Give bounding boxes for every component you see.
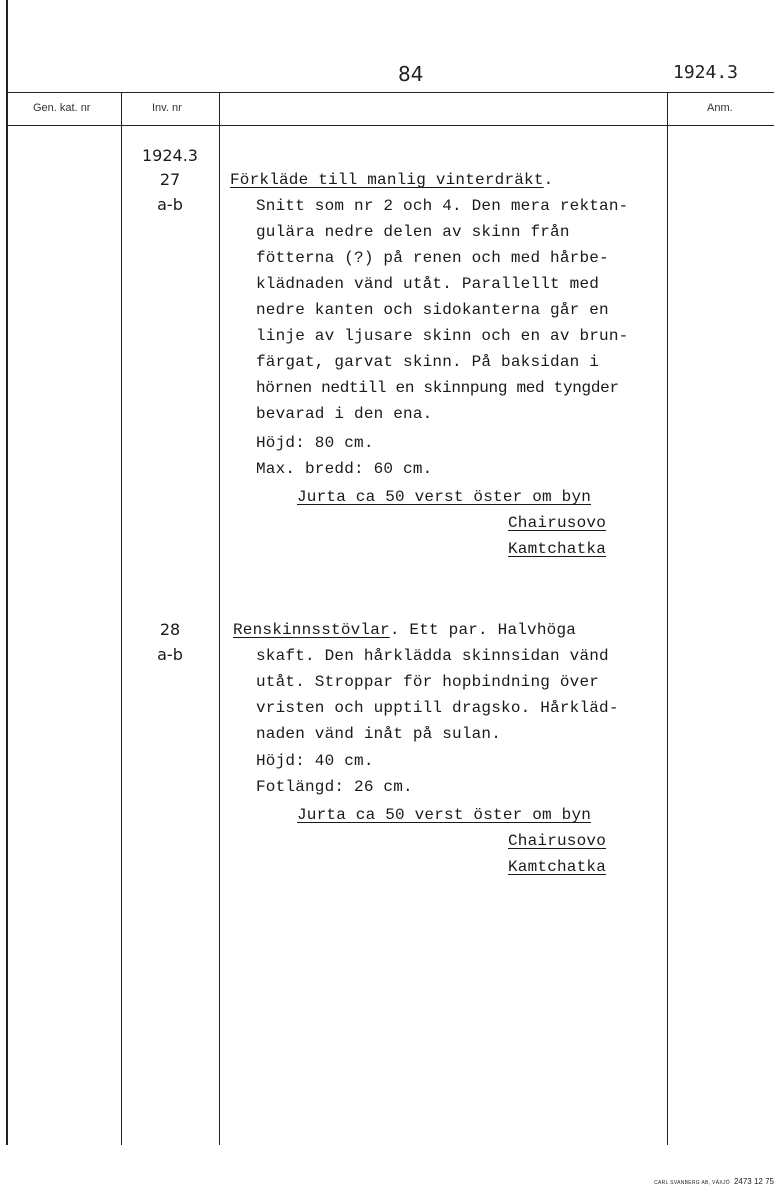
entry-27-line: Max. bredd: 60 cm.: [256, 460, 433, 478]
entry-28-location-village: Chairusovo: [508, 832, 607, 850]
entry-28-location-region: Kamtchatka: [508, 858, 607, 876]
entry-28-title: Renskinnsstövlar: [233, 621, 390, 639]
entry-28-line: utåt. Stroppar för hopbindning över: [256, 673, 600, 691]
entry-27-location-village: Chairusovo: [508, 514, 607, 532]
col-divider-gen-inv: [121, 93, 122, 1145]
col-divider-inv-desc: [219, 93, 220, 1145]
entry-28-line: skaft. Den hårklädda skinnsidan vänd: [256, 647, 609, 665]
entry-28-title-line: [233, 617, 576, 643]
entry-27-line: färgat, garvat skinn. På baksidan i: [256, 353, 600, 371]
entry-28-line: Höjd: 40 cm.: [256, 752, 374, 770]
entry-27-line: nedre kanten och sidokanterna går en: [256, 301, 609, 319]
entry-27-line: Snitt som nr 2 och 4. Den mera rektan-: [256, 197, 629, 215]
entry-28-number: 28: [159, 620, 181, 639]
entry-28-line: naden vänd inåt på sulan.: [256, 725, 502, 743]
entry-27-year: 1924.3: [142, 146, 198, 165]
entry-27-line: gulära nedre delen av skinn från: [256, 223, 570, 241]
entry-27-location-camp: Jurta ca 50 verst öster om byn: [297, 488, 592, 506]
column-header-anm: Anm.: [707, 102, 733, 114]
entry-27-line: hörnen nedtill en skinnpung med tyngder: [256, 379, 619, 397]
entry-27-line: fötterna (?) på renen och med hårbe-: [256, 249, 609, 267]
page-number: 84: [398, 62, 424, 86]
printer-footer: [654, 1177, 774, 1186]
entry-27-line: linje av ljusare skinn och en av brun-: [256, 327, 629, 345]
entry-28-line: Fotlängd: 26 cm.: [256, 778, 413, 796]
column-header-gen-kat-nr: Gen. kat. nr: [33, 102, 91, 114]
entry-27-sub: a-b: [157, 195, 183, 214]
entry-27-location-region: Kamtchatka: [508, 540, 607, 558]
entry-27-title-end: .: [543, 171, 554, 189]
entry-28-location-camp: Jurta ca 50 verst öster om byn: [297, 806, 592, 824]
entry-27-number: 27: [159, 170, 181, 189]
entry-28-title-end: . Ett par. Halvhöga: [389, 621, 577, 639]
entry-28-sub: a-b: [157, 645, 183, 664]
col-divider-desc-anm: [667, 93, 668, 1145]
entry-27-line: Höjd: 80 cm.: [256, 434, 374, 452]
entry-27-line: bevarad i den ena.: [256, 405, 433, 423]
printer-name: CARL SVANBERG AB, VÄXJÖ: [654, 1180, 730, 1186]
entry-28-line: vristen och upptill dragsko. Hårkläd-: [256, 699, 619, 717]
left-border-line: [6, 0, 8, 1145]
form-code: 2473 12 75: [733, 1177, 774, 1186]
entry-27-title-line: [230, 167, 553, 193]
catalog-number: 1924.3: [673, 62, 739, 83]
column-header-inv-nr: Inv. nr: [152, 102, 182, 114]
entry-27-line: klädnaden vänd utåt. Parallellt med: [256, 275, 600, 293]
entry-27-title: Förkläde till manlig vinterdräkt: [230, 171, 544, 189]
